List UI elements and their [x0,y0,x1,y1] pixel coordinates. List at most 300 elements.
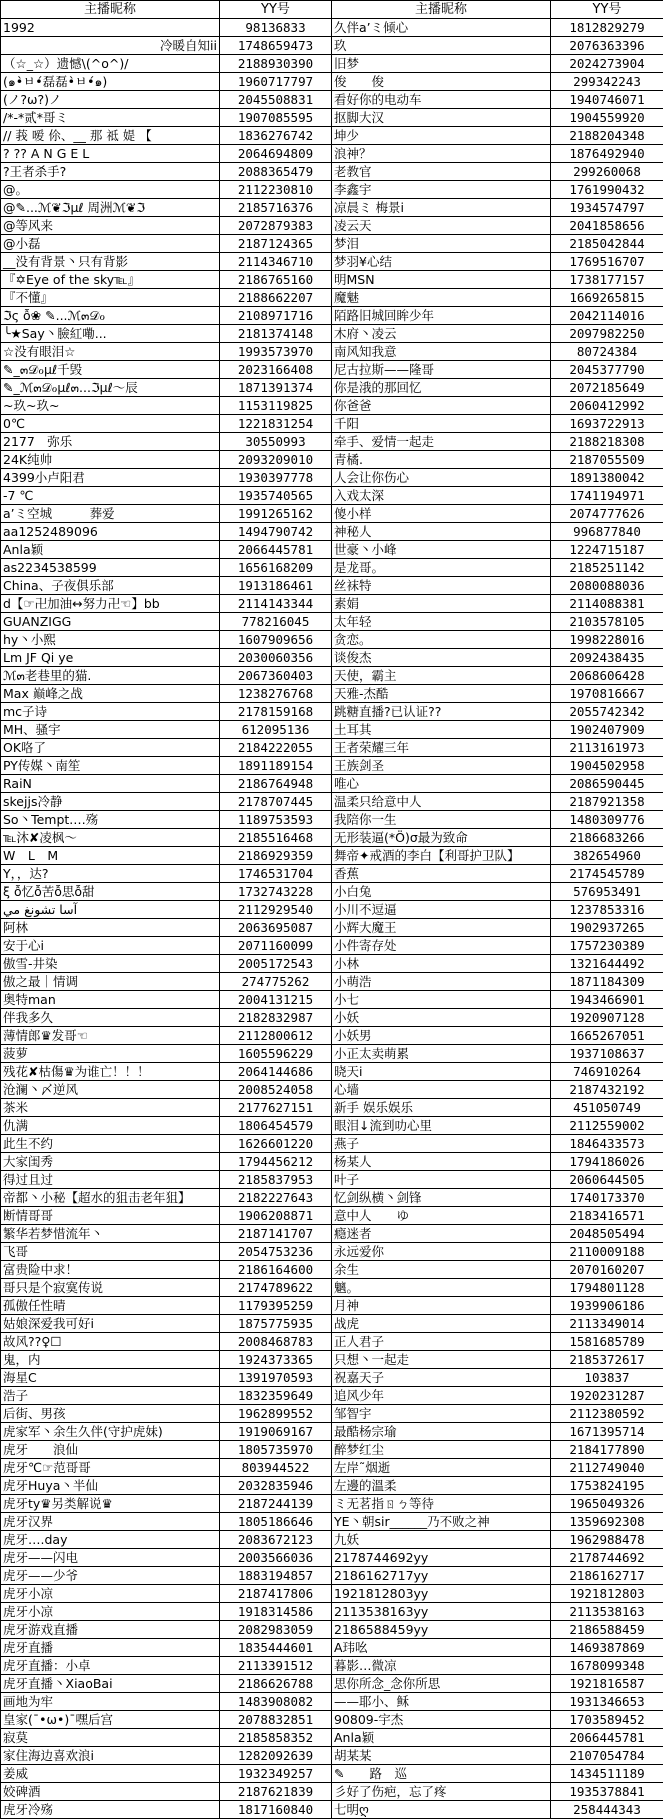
yy-id-cell: 1921812803 [551,1585,663,1603]
table-row [1,541,663,559]
nickname-cell: ╰★Say丶臉紅嘞... [1,325,220,343]
yy-id-cell: 30550993 [220,433,332,451]
nickname-cell: 魔魅 [332,289,551,307]
yy-id-cell: 2032835946 [220,1477,332,1495]
yy-id-cell: 1962899552 [220,1405,332,1423]
table-row [1,1189,663,1207]
nickname-cell: 虎牙直播：小卓 [1,1657,220,1675]
table-row [1,1495,663,1513]
nickname-cell: 家住海边喜欢浪i [1,1747,220,1765]
yy-id-cell: 2063695087 [220,919,332,937]
table-row [1,901,663,919]
yy-id-cell: 2178707445 [220,793,332,811]
yy-id-cell: 274775262 [220,973,332,991]
yy-id-cell: 1883194857 [220,1567,332,1585]
nickname-cell: Anla颖 [1,541,220,559]
yy-id-cell: 1913186461 [220,577,332,595]
nickname-cell: @小磊 [1,235,220,253]
yy-id-cell: 2070160207 [551,1261,663,1279]
yy-id-cell: 2181374148 [220,325,332,343]
nickname-cell: 此生不约 [1,1135,220,1153]
yy-id-cell: 2187055509 [551,451,663,469]
table-row [1,199,663,217]
nickname-cell: 傻小样 [332,505,551,523]
yy-id-cell: 1991265162 [220,505,332,523]
nickname-cell: 旧梦 [332,55,551,73]
yy-id-cell: 1871184309 [551,973,663,991]
table-row [1,757,663,775]
yy-id-cell: 1238276768 [220,685,332,703]
nickname-cell: 小辉大魔王 [332,919,551,937]
nickname-cell: OK咯了 [1,739,220,757]
yy-id-cell: 1693722913 [551,415,663,433]
yy-id-cell: 2183416571 [551,1207,663,1225]
table-row [1,955,663,973]
nickname-cell: 皇家(ˉ•ω•)ˉ嘿后宫 [1,1711,220,1729]
table-row [1,649,663,667]
yy-id-cell: 2071160099 [220,937,332,955]
yy-id-cell: 1875775935 [220,1315,332,1333]
nickname-cell: آسا تشونغ مي [1,901,220,919]
nickname-cell: A玮吆 [332,1639,551,1657]
nickname-cell: 2186162717yy [332,1567,551,1585]
yy-id-cell: 2112380592 [551,1405,663,1423]
table-row [1,829,663,847]
nickname-cell: 2178744692yy [332,1549,551,1567]
yy-id-cell: 1221831254 [220,415,332,433]
nickname-cell: 得过且过 [1,1171,220,1189]
nickname-cell: 姑娘深爱我可好i [1,1315,220,1333]
yy-id-cell: 1469387869 [551,1639,663,1657]
table-row [1,1387,663,1405]
yy-id-cell: 1930397778 [220,469,332,487]
yy-id-cell: 2188218308 [551,433,663,451]
header-nickname-2: 主播昵称 [332,1,551,19]
yy-id-cell: 2186683266 [551,829,663,847]
table-row [1,1135,663,1153]
header-yy-id-2: YY号 [551,1,663,19]
nickname-cell: 土耳其 [332,721,551,739]
nickname-cell: W L M [1,847,220,865]
table-row [1,1081,663,1099]
yy-id-cell: 1794801128 [551,1279,663,1297]
yy-id-cell: 2114088381 [551,595,663,613]
yy-id-cell: 1993573970 [220,343,332,361]
nickname-cell: 新手 娱乐娱乐 [332,1099,551,1117]
table-row [1,1729,663,1747]
yy-id-cell: 1179395259 [220,1297,332,1315]
nickname-cell: ξ ỗ忆ỗ苦ỗ思ỗ甜 [1,883,220,901]
nickname-cell: ? ?? A N G E L [1,145,220,163]
yy-id-cell: 2112749040 [551,1459,663,1477]
yy-id-cell: 2093209010 [220,451,332,469]
nickname-cell: 凉晨ミ 梅景i [332,199,551,217]
yy-id-cell: 2186929359 [220,847,332,865]
yy-id-cell: 2178159168 [220,703,332,721]
nickname-cell: 90809-宇杰 [332,1711,551,1729]
nickname-cell: 1992 [1,19,220,37]
yy-id-cell: 2005172543 [220,955,332,973]
yy-id-cell: 2184177890 [551,1441,663,1459]
nickname-cell: mc子诗 [1,703,220,721]
nickname-cell: 海星C [1,1369,220,1387]
nickname-cell: 心墙 [332,1081,551,1099]
nickname-cell: @✎...ℳ❦ℑμℓ 周洲ℳ❦ℑ [1,199,220,217]
nickname-cell: -7 ℃ [1,487,220,505]
nickname-cell: 小萌浩 [332,973,551,991]
yy-id-cell: 1656168209 [220,559,332,577]
yy-id-cell: 1494790742 [220,523,332,541]
table-row [1,1261,663,1279]
table-row [1,1585,663,1603]
yy-id-cell: 1626601220 [220,1135,332,1153]
table-row [1,1243,663,1261]
nickname-cell: 断情哥哥 [1,1207,220,1225]
yy-id-cell: 1937108637 [551,1045,663,1063]
nickname-cell: 茶米 [1,1099,220,1117]
table-row [1,19,663,37]
table-row [1,721,663,739]
nickname-cell: 九妖 [332,1531,551,1549]
table-row [1,343,663,361]
nickname-cell: 我陪你一生 [332,811,551,829]
yy-id-cell: 2067360403 [220,667,332,685]
yy-id-cell: 1904502958 [551,757,663,775]
table-row [1,919,663,937]
yy-id-cell: 258444343 [551,1801,663,1819]
nickname-cell: 玖 [332,37,551,55]
nickname-cell: @等风来 [1,217,220,235]
yy-id-cell: 1960717797 [220,73,332,91]
nickname-cell: ?王者杀手? [1,163,220,181]
yy-id-cell: 1761990432 [551,181,663,199]
nickname-cell: 晓天i [332,1063,551,1081]
table-row [1,1513,663,1531]
yy-id-cell: 2187417806 [220,1585,332,1603]
nickname-cell: ✎_๓𝒟ℴμℓ千毁 [1,361,220,379]
table-row [1,91,663,109]
table-row [1,505,663,523]
nickname-cell: 抠脚大汉 [332,109,551,127]
table-row [1,487,663,505]
nickname-cell: 左岸˜烟逝 [332,1459,551,1477]
nickname-cell: 『不懂』 [1,289,220,307]
yy-id-cell: 1794456212 [220,1153,332,1171]
nickname-cell: 梦羽¥心结 [332,253,551,271]
yy-id-cell: 2107054784 [551,1747,663,1765]
yy-id-cell: 2174545789 [551,865,663,883]
nickname-cell: 2186588459yy [332,1621,551,1639]
nickname-cell: ℡沐✘凌枫～ [1,829,220,847]
yy-id-cell: 2088365479 [220,163,332,181]
header-nickname-1: 主播昵称 [1,1,220,19]
nickname-cell: as2234538599 [1,559,220,577]
yy-id-cell: 2184222055 [220,739,332,757]
table-row [1,1171,663,1189]
yy-id-cell: 1189753593 [220,811,332,829]
nickname-cell: 小妖 [332,1009,551,1027]
yy-id-cell: 1581685789 [551,1333,663,1351]
nickname-cell: 小正太卖萌累 [332,1045,551,1063]
yy-id-cell: 2186164600 [220,1261,332,1279]
yy-id-cell: 2023166408 [220,361,332,379]
nickname-cell: 1921812803yy [332,1585,551,1603]
yy-id-cell: 1943466901 [551,991,663,1009]
table-row [1,127,663,145]
nickname-cell: 姣碑酒 [1,1783,220,1801]
yy-id-cell: 2064144686 [220,1063,332,1081]
yy-id-cell: 2112800612 [220,1027,332,1045]
table-row [1,1531,663,1549]
nickname-cell: hy丶小熙 [1,631,220,649]
yy-id-cell: 2083672123 [220,1531,332,1549]
nickname-cell: 虎牙℃☞范哥哥 [1,1459,220,1477]
nickname-cell: 丝袜特 [332,577,551,595]
nickname-cell: 暮影…微凉 [332,1657,551,1675]
table-row [1,703,663,721]
yy-id-cell: 2004131215 [220,991,332,1009]
nickname-cell: 燕子 [332,1135,551,1153]
yy-id-cell: 1224715187 [551,541,663,559]
table-row [1,1063,663,1081]
yy-id-cell: 2048505494 [551,1225,663,1243]
yy-id-cell: 1740173370 [551,1189,663,1207]
table-row [1,1711,663,1729]
table-row [1,1009,663,1027]
yy-id-cell: 2182832987 [220,1009,332,1027]
nickname-cell: MH、骚宇 [1,721,220,739]
table-row [1,181,663,199]
nickname-cell: 虎牙直播 [1,1639,220,1657]
table-row [1,271,663,289]
nickname-cell: 邹智宇 [332,1405,551,1423]
nickname-cell: 思你所念_念你所思 [332,1675,551,1693]
table-row [1,667,663,685]
table-row [1,451,663,469]
nickname-cell: 2177 弥乐 [1,433,220,451]
table-row [1,397,663,415]
nickname-cell: 王族剑圣 [332,757,551,775]
nickname-cell: 天雅-杰酷 [332,685,551,703]
yy-id-cell: 1846433573 [551,1135,663,1153]
nickname-cell: 余生 [332,1261,551,1279]
nickname-cell: 彡好了伤疤，忘了疼 [332,1783,551,1801]
yy-id-cell: 299260068 [551,163,663,181]
table-row [1,1765,663,1783]
yy-id-cell: 2072185649 [551,379,663,397]
yy-id-cell: 1671395714 [551,1423,663,1441]
yy-id-cell: 1962988478 [551,1531,663,1549]
yy-id-cell: 2008468783 [220,1333,332,1351]
nickname-cell: ——耶小、稣 [332,1693,551,1711]
table-row [1,559,663,577]
table-row [1,631,663,649]
table-row [1,1657,663,1675]
yy-id-cell: 2097982250 [551,325,663,343]
nickname-cell: 正人君子 [332,1333,551,1351]
table-row [1,1693,663,1711]
yy-id-cell: 2030060356 [220,649,332,667]
yy-id-cell: 2066445781 [220,541,332,559]
yy-id-cell: 2185251142 [551,559,663,577]
nickname-cell: 画地为牢 [1,1693,220,1711]
nickname-cell: RaiN [1,775,220,793]
nickname-cell: GUANZIGG [1,613,220,631]
yy-id-cell: 1391970593 [220,1369,332,1387]
yy-id-cell: 1237853316 [551,901,663,919]
nickname-cell: 追风少年 [332,1387,551,1405]
yy-id-cell: 2076363396 [551,37,663,55]
table-row [1,433,663,451]
yy-id-cell: 2108971716 [220,307,332,325]
nickname-cell: 浪神？ [332,145,551,163]
nickname-cell: /*-*贰*哥ミ [1,109,220,127]
nickname-cell: 明MSN [332,271,551,289]
yy-id-cell: 2008524058 [220,1081,332,1099]
table-row [1,1225,663,1243]
nickname-cell: ☆没有眼泪☆ [1,343,220,361]
yy-id-cell: 2003566036 [220,1549,332,1567]
table-row [1,325,663,343]
nickname-cell: 天使，霸主 [332,667,551,685]
yy-id-cell: 2188662207 [220,289,332,307]
table-row [1,1567,663,1585]
nickname-cell: 俊 俊 [332,73,551,91]
yy-id-cell: 612095136 [220,721,332,739]
yy-id-cell: 1891380042 [551,469,663,487]
nickname-cell: 木府丶凌云 [332,325,551,343]
nickname-cell: ミ无茗指ㄖㄅ等待 [332,1495,551,1513]
yy-id-cell: 1924373365 [220,1351,332,1369]
yy-id-cell: 1907085595 [220,109,332,127]
nickname-cell: 寂莫 [1,1729,220,1747]
nickname-cell: 大家闺秀 [1,1153,220,1171]
yy-id-cell: 1805735970 [220,1441,332,1459]
yy-id-cell: 2066445781 [551,1729,663,1747]
yy-id-cell: 1906208871 [220,1207,332,1225]
table-row [1,1351,663,1369]
yy-id-cell: 2188930390 [220,55,332,73]
nickname-cell: 虎家军丶余生久伴(守护虎妹) [1,1423,220,1441]
yy-id-cell: 451050749 [551,1099,663,1117]
table-row [1,973,663,991]
yy-id-cell: 1920907128 [551,1009,663,1027]
table-row [1,1405,663,1423]
nickname-cell: 太年轻 [332,613,551,631]
nickname-cell: 虎牙小凉 [1,1603,220,1621]
table-row [1,1783,663,1801]
yy-id-cell: 1817160840 [220,1801,332,1819]
yy-id-cell: 2114143344 [220,595,332,613]
table-row [1,739,663,757]
yy-id-cell: 2187141707 [220,1225,332,1243]
nickname-cell: 跳糖直播?已认证?? [332,703,551,721]
nickname-cell: 菠萝 [1,1045,220,1063]
table-row [1,73,663,91]
yy-id-cell: 1871391374 [220,379,332,397]
nickname-cell: 最酷杨宗瑜 [332,1423,551,1441]
yy-id-cell: 2114346710 [220,253,332,271]
nickname-cell: 安于心i [1,937,220,955]
yy-id-cell: 1835444601 [220,1639,332,1657]
yy-id-cell: 1480309776 [551,811,663,829]
nickname-cell: 冷暖自知ii [1,37,220,55]
table-row [1,469,663,487]
nickname-cell: 孤傲任性晴 [1,1297,220,1315]
nickname-cell: 伴我多久 [1,1009,220,1027]
nickname-cell: aa1252489096 [1,523,220,541]
nickname-cell: 小妖男 [332,1027,551,1045]
table-row [1,613,663,631]
nickname-cell: (๑•̀ㅂ•́磊磊•̀ㅂ•́๑) [1,73,220,91]
table-row [1,1801,663,1819]
table-row [1,289,663,307]
nickname-cell: 意中人 ゆ [332,1207,551,1225]
yy-id-cell: 2086590445 [551,775,663,793]
nickname-cell: 繁华若梦惜流年丶 [1,1225,220,1243]
nickname-cell: 贪恋。 [332,631,551,649]
yy-id-cell: 1732743228 [220,883,332,901]
table-row [1,991,663,1009]
table-row [1,1369,663,1387]
yy-id-cell: 2185716376 [220,199,332,217]
yy-id-cell: 1794186026 [551,1153,663,1171]
yy-id-cell: 2082983059 [220,1621,332,1639]
nickname-cell: 0℃ [1,415,220,433]
table-row [1,1441,663,1459]
yy-id-cell: 803944522 [220,1459,332,1477]
yy-id-cell: 1805186646 [220,1513,332,1531]
yy-id-cell: 1832359649 [220,1387,332,1405]
yy-id-cell: 2186162717 [551,1567,663,1585]
yy-id-cell: 2110009188 [551,1243,663,1261]
nickname-cell: 虎牙小凉 [1,1585,220,1603]
yy-id-cell: 1746531704 [220,865,332,883]
nickname-cell: 残花✘枯傷♛为谁亡！！！ [1,1063,220,1081]
table-row [1,37,663,55]
table-row [1,1099,663,1117]
yy-id-cell: 2113161973 [551,739,663,757]
nickname-cell: 只想丶一起走 [332,1351,551,1369]
nickname-cell: Max 巅峰之战 [1,685,220,703]
yy-id-cell: 299342243 [551,73,663,91]
nickname-cell: 虎牙ty♛另类解说♛ [1,1495,220,1513]
table-row [1,883,663,901]
nickname-cell: 看好你的电动车 [332,91,551,109]
table-row [1,253,663,271]
yy-id-cell: 1703589452 [551,1711,663,1729]
nickname-cell: ℳ๓老巷里的猫. [1,667,220,685]
yy-id-cell: 1757230389 [551,937,663,955]
table-row [1,1603,663,1621]
table-row [1,217,663,235]
yy-id-cell: 2186588459 [551,1621,663,1639]
nickname-cell: 人会让你伤心 [332,469,551,487]
table-row [1,1459,663,1477]
yy-id-cell: 2054753236 [220,1243,332,1261]
nickname-cell: YE丶朝sir______乃不败之神 [332,1513,551,1531]
yy-id-cell: 2113391512 [220,1657,332,1675]
yy-id-cell: 2186764948 [220,775,332,793]
nickname-cell: 薄情郎♛发哥☜ [1,1027,220,1045]
nickname-cell: 千阳 [332,415,551,433]
nickname-cell: 虎牙——少爷 [1,1567,220,1585]
yy-id-cell: 382654960 [551,847,663,865]
yy-id-cell: 2068606428 [551,667,663,685]
nickname-cell: 帝都丶小秘【超水的狙击老年狙】 [1,1189,220,1207]
yy-id-cell: 2092438435 [551,649,663,667]
yy-id-cell: 2113538163 [551,1603,663,1621]
